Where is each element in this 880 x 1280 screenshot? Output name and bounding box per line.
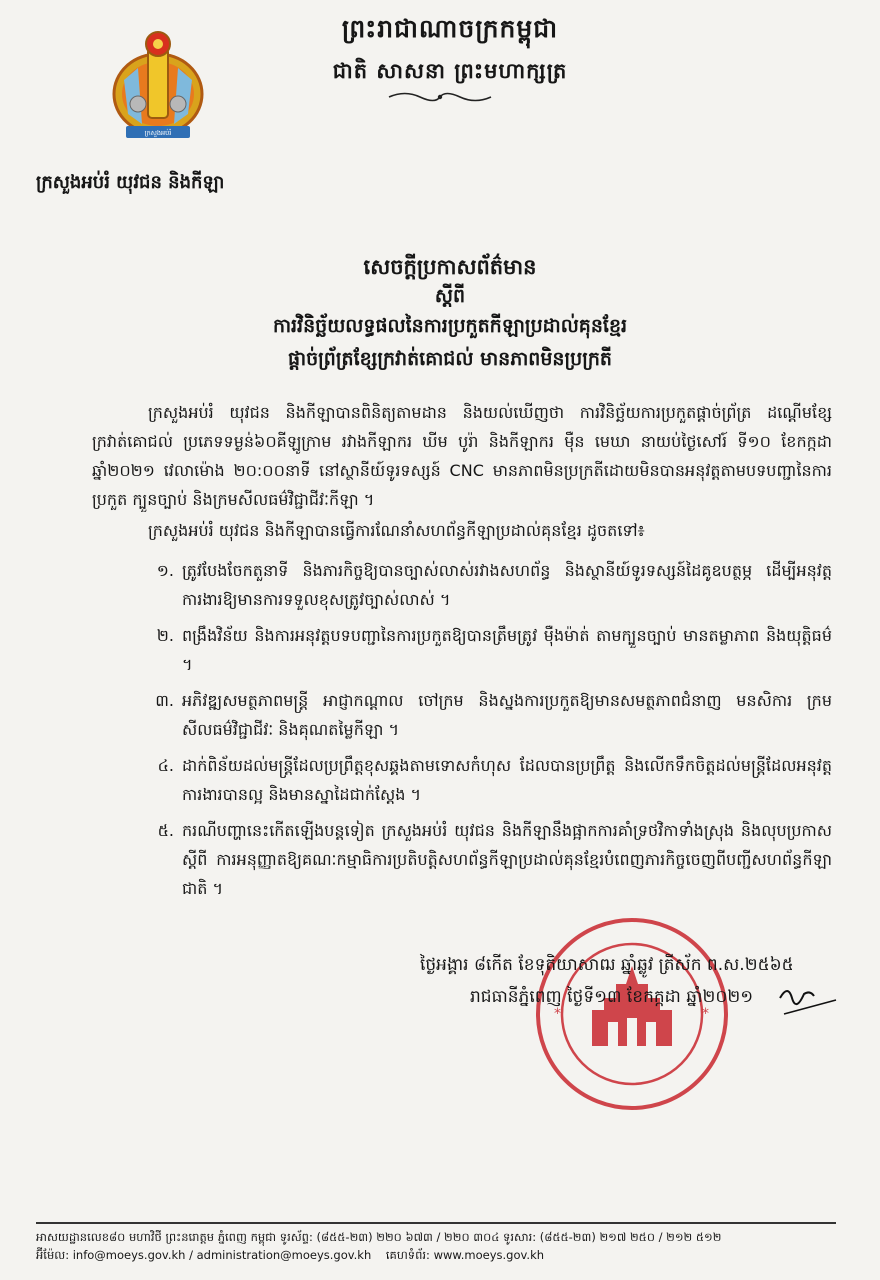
list-item-text: ពង្រឹងវិន័យ និងការអនុវត្តបទបញ្ជានៃការប្រកួតឱ្យបានត្រឹមត្រូវ ម៉ឺងម៉ាត់ តាមក្បួនច្បាប់ មានតម្លាភាព និងយុត្តិធម៌ ។ bbox=[182, 626, 832, 674]
footer-email-label: អ៊ីម៉ែល: bbox=[36, 1248, 70, 1262]
ministry-seal-icon bbox=[532, 914, 732, 1114]
emblem-banner-text: ក្រសួងអប់រំ bbox=[144, 129, 172, 137]
title-line-regarding: ស្ដីពី bbox=[434, 285, 466, 307]
title-line-subject: ការវិនិច្ឆ័យលទ្ធផលនៃការប្រកួតកីឡាប្រដាល់គុនខ្មែរ bbox=[272, 315, 628, 337]
title-line-subject-2: ផ្ដាច់ព្រ័ត្រខ្សែក្រវាត់គោជល់ មានភាពមិនប្រក្រតី bbox=[288, 348, 612, 370]
list-item-number: ១. bbox=[156, 561, 174, 580]
list-item-text: ដាក់ពិន័យដល់មន្ត្រីដែលប្រព្រឹត្តខុសឆ្គងតាមទោសកំហុស ដែលបានប្រព្រឹត្ត និងលើកទឹកចិត្តដល់មន្ត្រីដែលអនុវត្តការងារបានល្អ និងមានស្នាដៃជាក់ស្ដែង ។ bbox=[182, 756, 832, 804]
ministry-emblem-icon bbox=[108, 28, 208, 146]
solar-date: រាជធានីភ្នំពេញ ថ្ងៃទី១៣ ខែកក្កដា ឆ្នាំ២០២១ bbox=[470, 987, 754, 1007]
instruction-list bbox=[118, 556, 832, 910]
list-item-text: អភិវឌ្ឍសមត្ថភាពមន្ត្រី អាជ្ញាកណ្ដាល ចៅក្រម និងស្នងការប្រកួតឱ្យមានសមត្ថភាពជំនាញ មនសិការ ក្រមសីលធម៌វិជ្ជាជីវៈ និងគុណតម្លៃកីឡា ។ bbox=[182, 691, 832, 739]
lunar-date: ថ្ងៃអង្គារ ៨កើត ខែទុតិយាសាឍ ឆ្នាំឆ្លូវ ត្រីស័ក ព.ស.២៥៦៥ bbox=[420, 955, 794, 975]
footer-contact bbox=[36, 1246, 836, 1264]
list-item bbox=[118, 621, 832, 679]
footer-web-label: គេហទំព័រ: bbox=[385, 1248, 430, 1262]
list-item bbox=[118, 816, 832, 903]
footer-address: អាសយដ្ឋានលេខ៨០ មហាវិថី ព្រះនរោត្តម ភ្នំពេញ កម្ពុជា ទូរស័ព្ទ: (៨៥៥-២៣) ២២០ ៦៧៣ / ២២០ ៣០៤ ទូរសារ: (៨៥៥-២៣) ២១៧ ២៥០ / ២១២ ៥១២ bbox=[36, 1230, 722, 1244]
kingdom-title: ព្រះរាជាណាចក្រកម្ពុជា bbox=[341, 14, 559, 43]
list-item-text: ករណីបញ្ហានេះកើតឡើងបន្តទៀត ក្រសួងអប់រំ យុវជន និងកីឡានឹងផ្អាកការគាំទ្រថវិកាទាំងស្រុង និងលុបប្រកាសស្ដីពី ការអនុញ្ញាតឱ្យគណៈកម្មាធិការប្រតិបត្តិសហព័ន្ធកីឡាប្រដាល់គុនខ្មែរបំពេញភារកិច្ចចេញពីបញ្ជីសហព័ន្ធកីឡាជាតិ ។ bbox=[182, 821, 832, 898]
svg-text:*: * bbox=[702, 1006, 709, 1022]
national-motto: ជាតិ សាសនា ព្រះមហាក្សត្រ bbox=[332, 58, 568, 83]
footer-email: info@moeys.gov.kh / administration@moeys.gov.kh bbox=[72, 1248, 372, 1262]
footer bbox=[36, 1228, 836, 1264]
svg-text:*: * bbox=[554, 1006, 561, 1022]
list-item-number: ៣. bbox=[155, 691, 174, 710]
title-line-press-release: សេចក្ដីប្រកាសព័ត៌មាន bbox=[363, 255, 537, 279]
footer-web: www.moeys.gov.kh bbox=[433, 1248, 545, 1262]
signature-icon bbox=[776, 980, 840, 1020]
ornament-divider-icon bbox=[385, 88, 495, 106]
list-item-text: ត្រូវបែងចែកតួនាទី និងភារកិច្ចឱ្យបានច្បាស់លាស់រវាងសហព័ន្ធ និងស្ថានីយ៍ទូរទស្សន៍ដៃគូឧបត្ថម្ភ ដើម្បីអនុវត្តការងារឱ្យមានការទទួលខុសត្រូវច្បាស់លាស់ ។ bbox=[182, 561, 832, 609]
footer-divider bbox=[36, 1222, 836, 1224]
ministry-name: ក្រសួងអប់រំ យុវជន និងកីឡា bbox=[36, 172, 225, 193]
list-item bbox=[118, 751, 832, 809]
document-title bbox=[120, 252, 780, 376]
body-text bbox=[92, 398, 832, 547]
paragraph-2: ក្រសួងអប់រំ យុវជន និងកីឡាបានធ្វើការណែនាំសហព័ន្ធកីឡាប្រដាល់គុនខ្មែរ ដូចតទៅ៖ bbox=[148, 521, 645, 540]
list-item-number: ៥. bbox=[157, 821, 174, 840]
list-item-number: ៤. bbox=[157, 756, 174, 775]
list-item-number: ២. bbox=[156, 626, 174, 645]
list-item bbox=[118, 556, 832, 614]
paragraph-1: ក្រសួងអប់រំ យុវជន និងកីឡាបានពិនិត្យតាមដាន និងយល់ឃើញថា ការវិនិច្ឆ័យការប្រកួតផ្ដាច់ព្រ័ត្រ ដណ្ដើមខ្សែក្រវាត់គោជល់ ប្រភេទទម្ងន់៦០គីឡូក្រាម រវាងកីឡាករ ឃីម បូរ៉ា និងកីឡាករ ម៉ឺន មេឃា នាយប់ថ្ងៃសៅរ៍ ទី១០ ខែកក្កដា ឆ្នាំ២០២១ វេលាម៉ោង ២០:០០នាទី នៅស្ថានីយ៍ទូរទស្សន៍ CNC មានភាពមិនប្រក្រតីដោយមិនបានអនុវត្តតាមបទបញ្ជានៃការប្រកួត ក្បួនច្បាប់ និងក្រមសីលធម៌វិជ្ជាជីវៈកីឡា ។ bbox=[92, 403, 832, 509]
list-item bbox=[118, 686, 832, 744]
